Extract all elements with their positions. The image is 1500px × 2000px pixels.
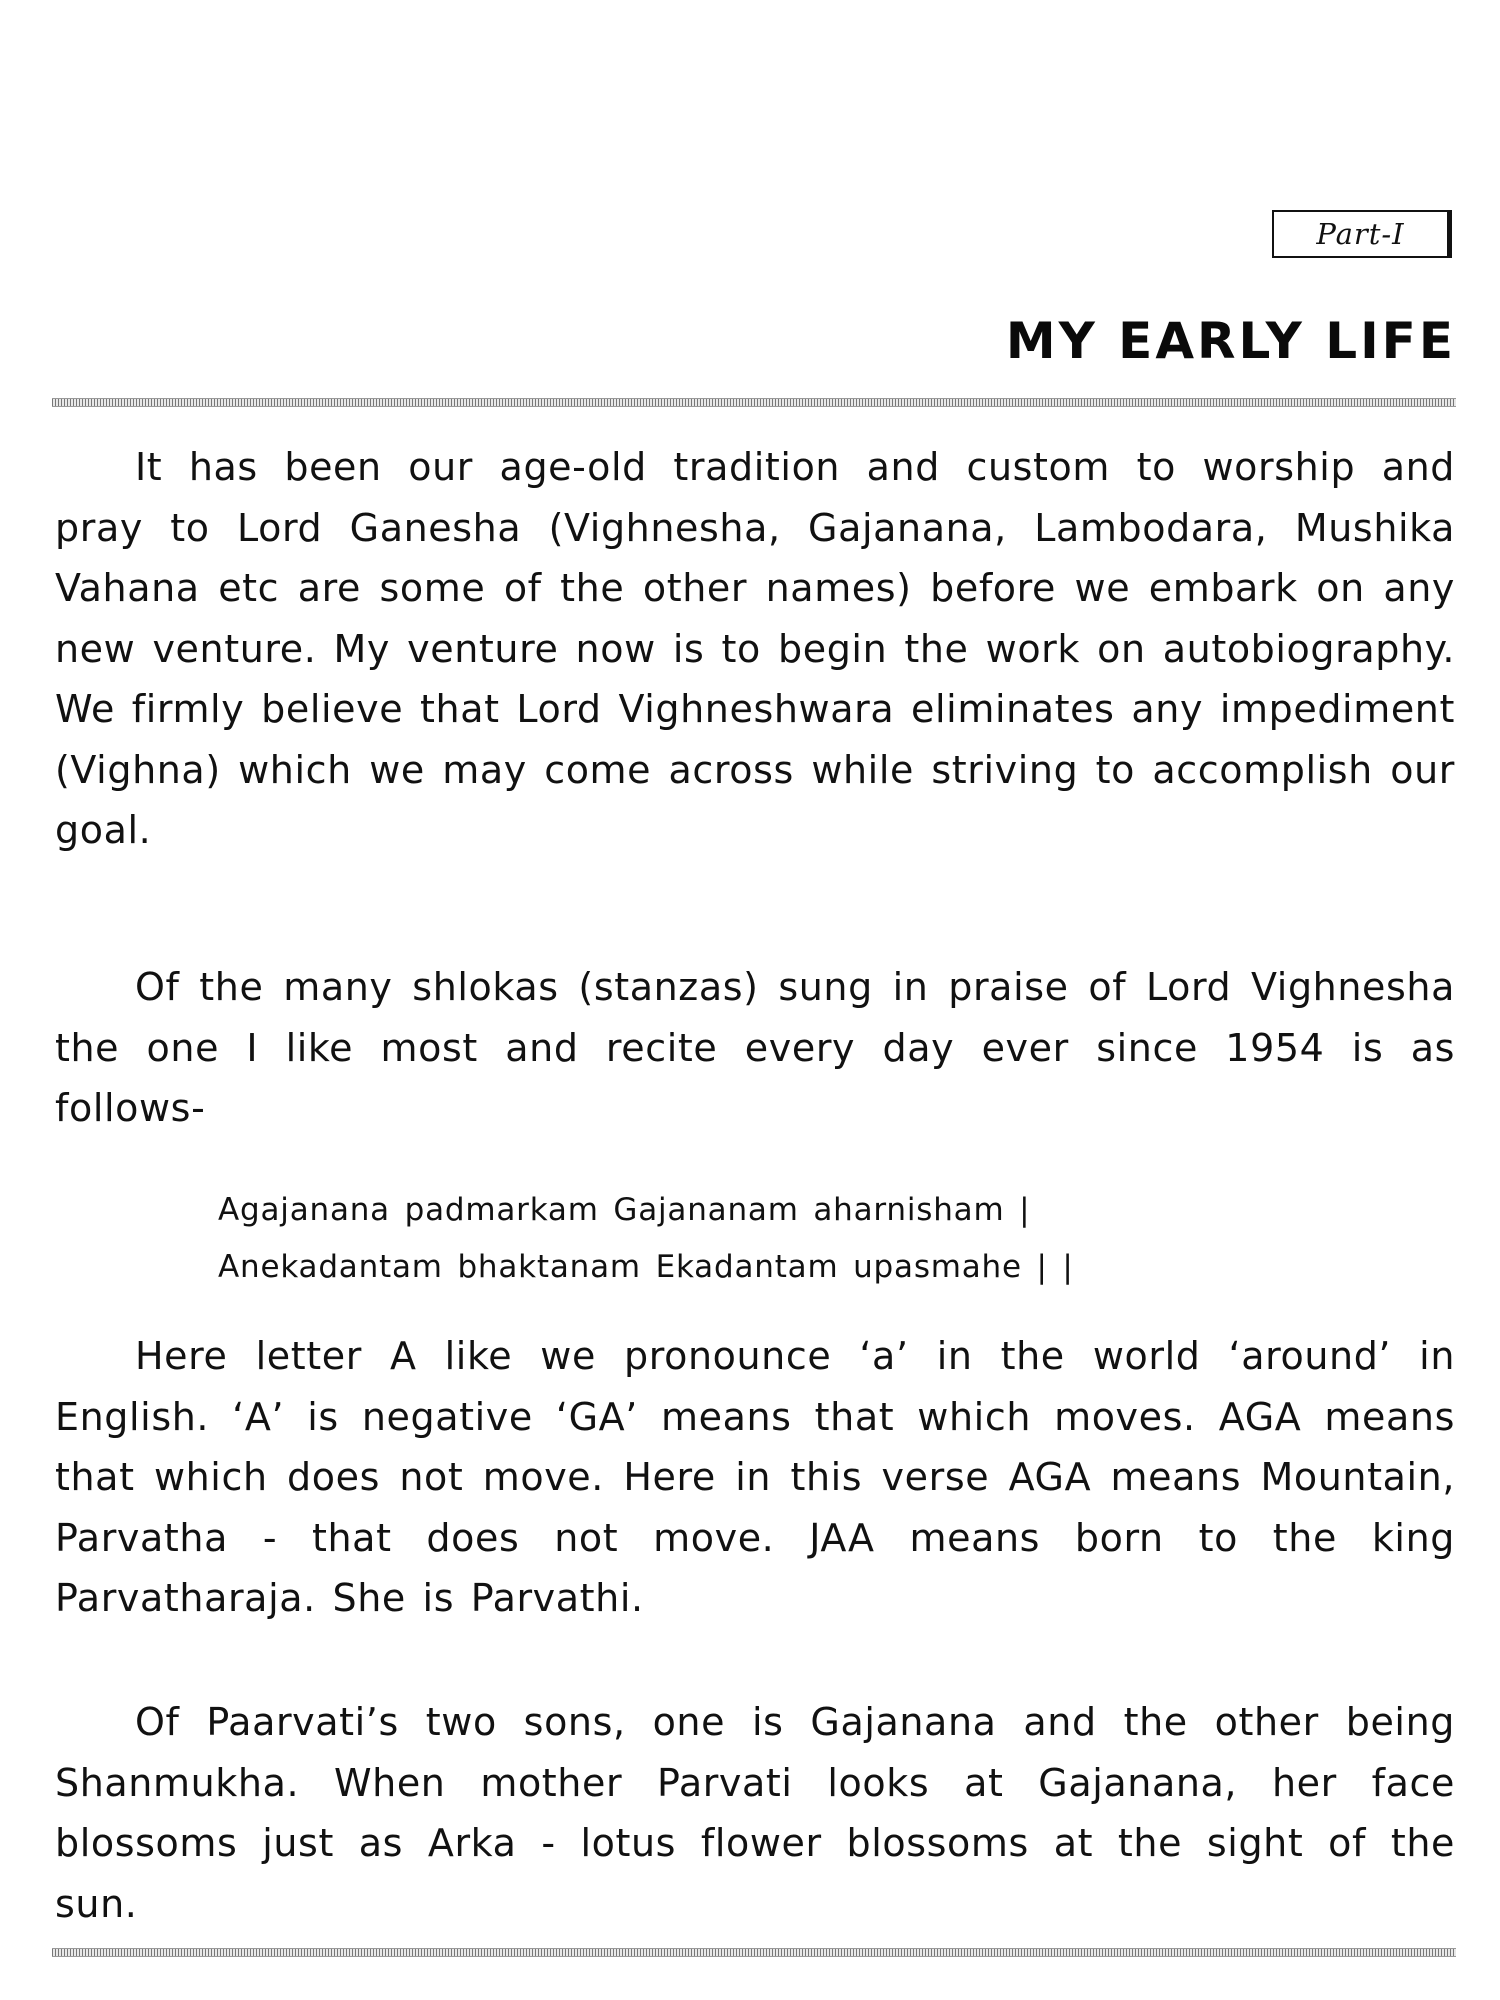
paragraph-2: Of the many shlokas (stanzas) sung in praise of Lord Vighnesha the one I like most and recite every day ever since 1954 is as follows- [55, 965, 1455, 1130]
sloka-verse [218, 1182, 1074, 1296]
paragraph-3: Here letter A like we pronounce ‘a’ in the world ‘around’ in English. ‘A’ is negative ‘GA’ means that which moves. AGA means that which does not move. Here in this verse AGA means Mountain, Parvatha - that does not move. JAA means born to the king Parvatharaja. She is Parvathi. [55, 1334, 1455, 1620]
bottom-divider [52, 1948, 1456, 1957]
part-label-box [1272, 210, 1452, 258]
chapter-title: MY EARLY LIFE [1005, 312, 1456, 370]
paragraph-4: Of Paarvati’s two sons, one is Gajanana and the other being Shanmukha. When mother Parvati looks at Gajanana, her face blossoms just as Arka - lotus flower blossoms at the sight of the sun. [55, 1700, 1455, 1926]
verse-line-2: Anekadantam bhaktanam Ekadantam upasmahe | | [218, 1249, 1074, 1285]
paragraph-1: It has been our age-old tradition and custom to worship and pray to Lord Ganesha (Vighnesha, Gajanana, Lambodara, Mushika Vahana etc are some of the other names) before we embark on any new venture. My venture now is to begin the work on autobiography. We firmly believe that Lord Vighneshwara eliminates any impediment (Vighna) which we may come across while striving to accomplish our goal. [55, 445, 1455, 852]
top-divider [52, 398, 1456, 407]
part-label: Part-I [1316, 217, 1405, 251]
verse-line-1: Agajanana padmarkam Gajananam aharnisham | [218, 1192, 1031, 1228]
